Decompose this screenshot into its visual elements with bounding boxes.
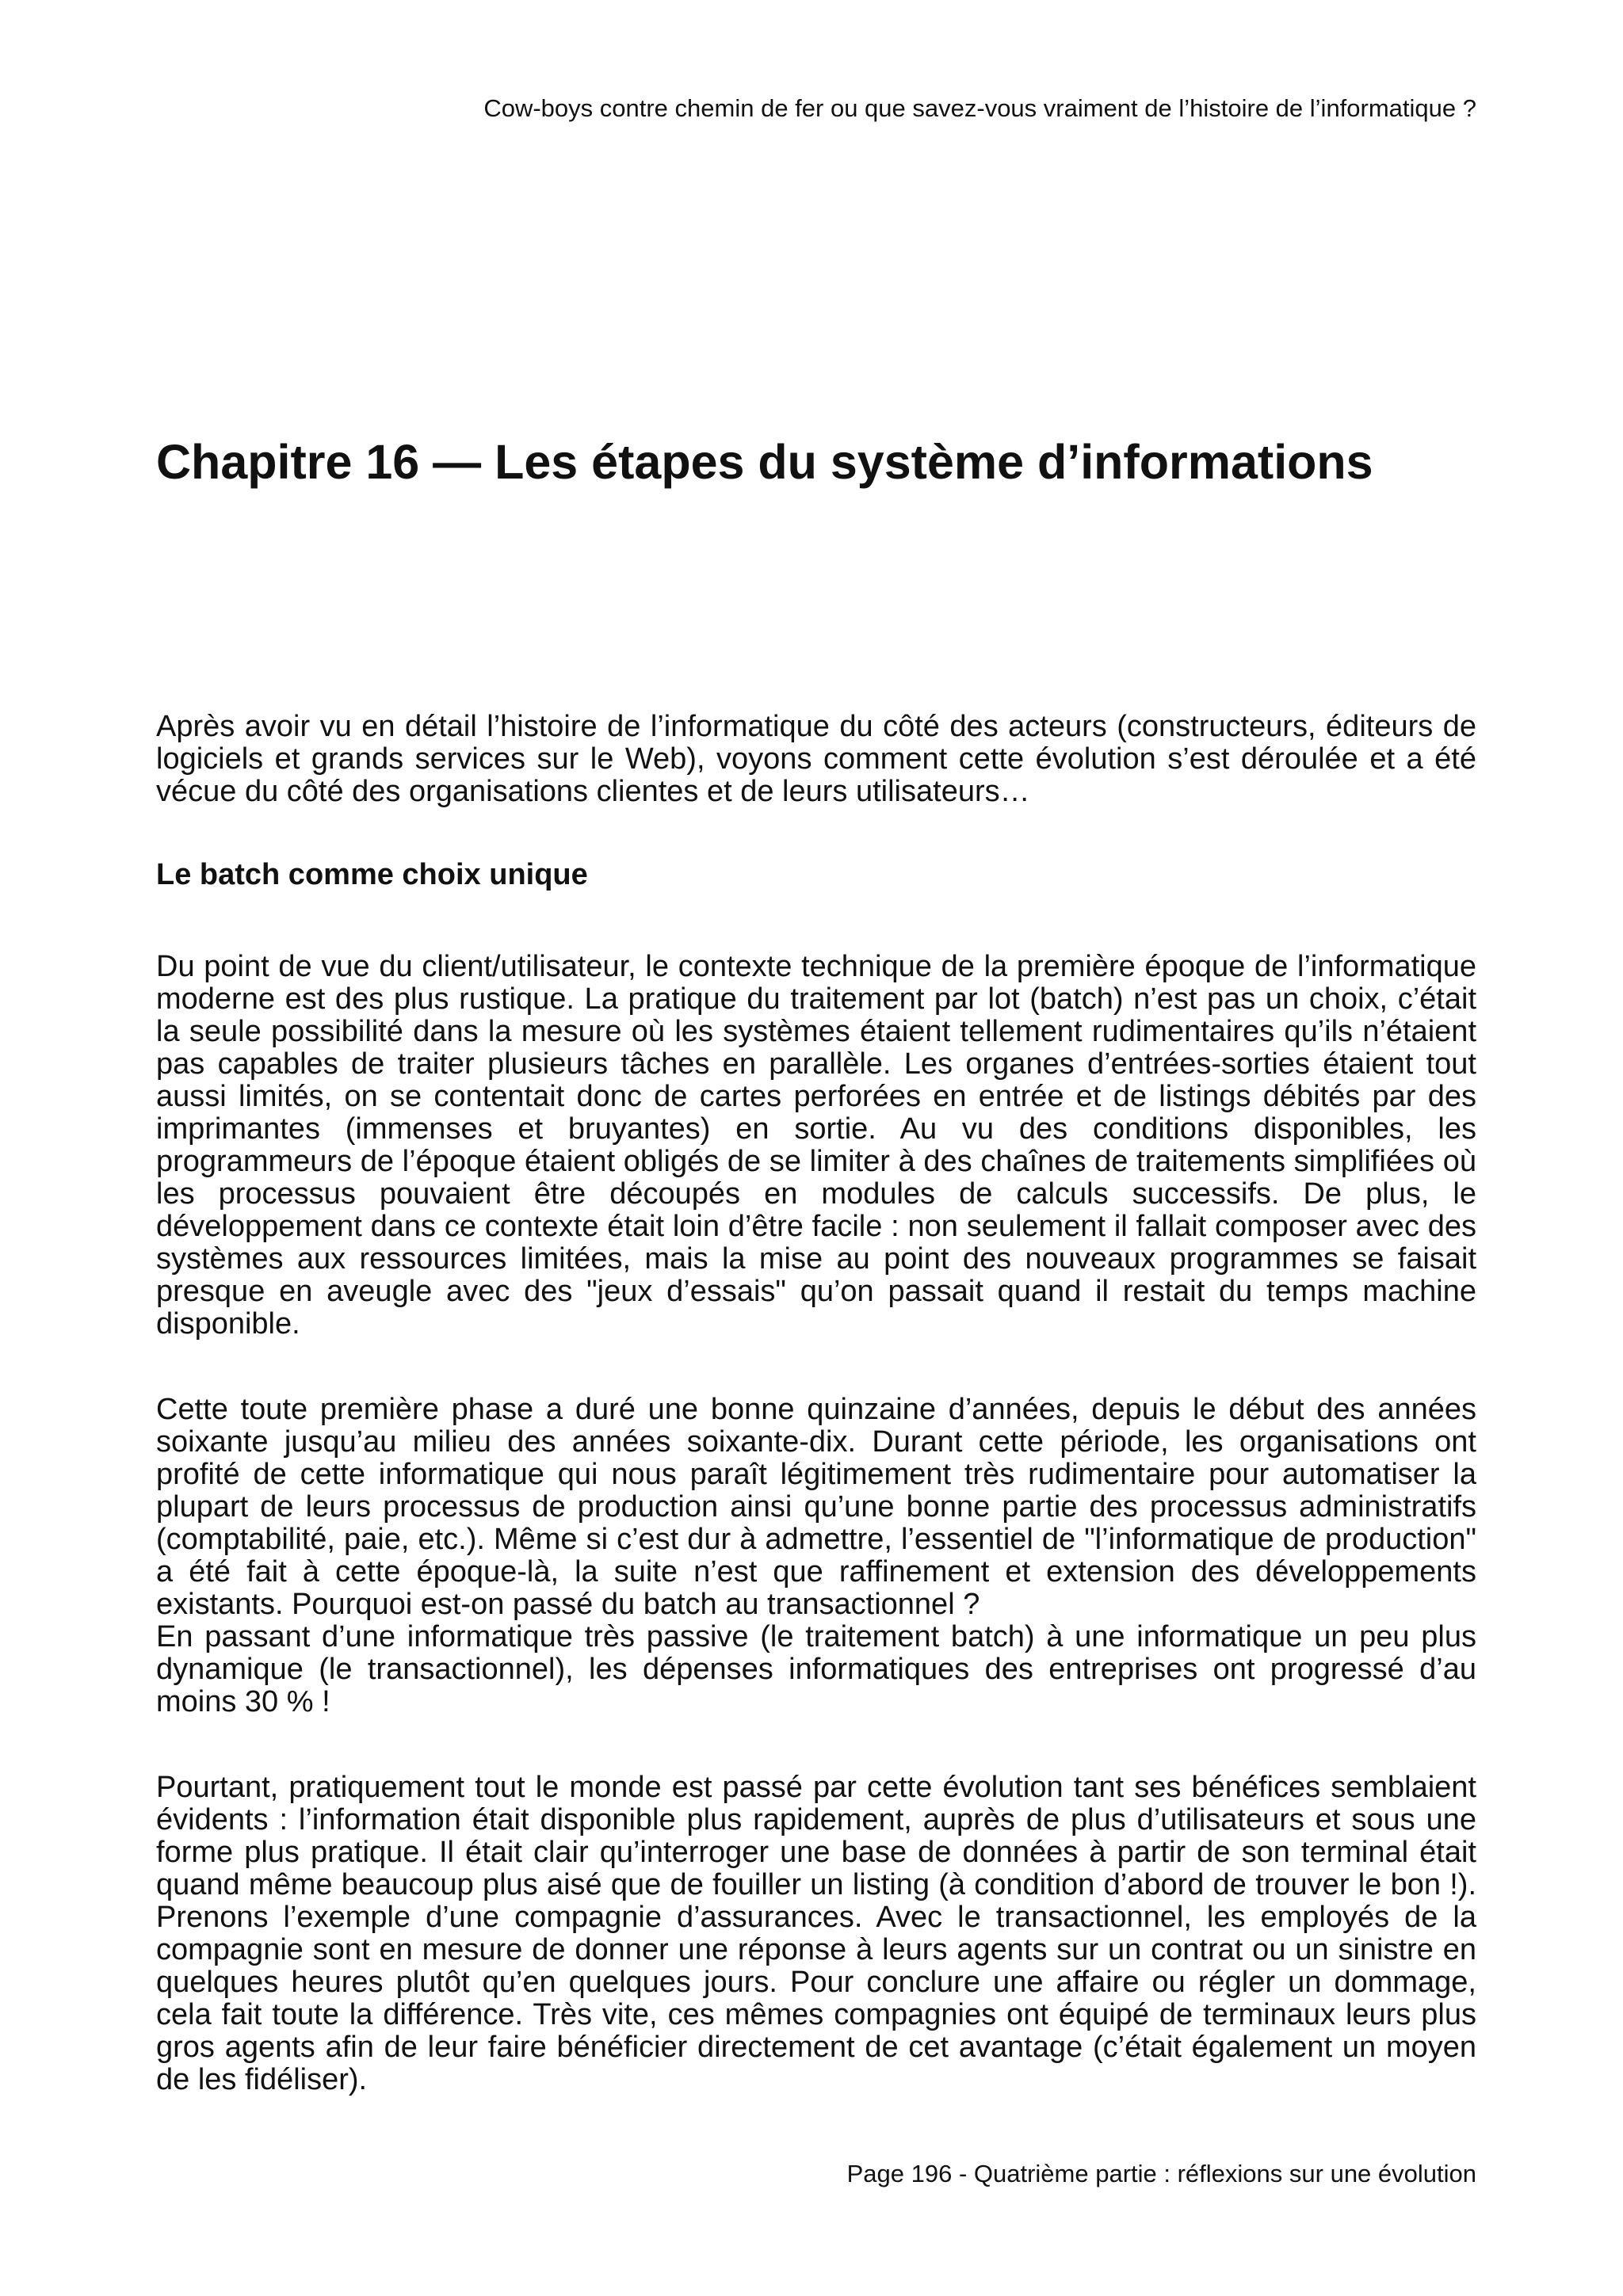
intro-paragraph: Après avoir vu en détail l’histoire de l’informatique du côté des acteurs (constructeurs, éditeurs de logiciels et grands services sur le Web), voyons comment cette évolution s’est déroulée et a été vécue du côté des organisations clientes et de leurs utilisateurs… bbox=[156, 710, 1476, 808]
running-header: Cow-boys contre chemin de fer ou que savez-vous vraiment de l’histoire de l’informatique ? bbox=[483, 94, 1476, 122]
paragraph-first-phase: Cette toute première phase a duré une bonne quinzaine d’années, depuis le début des années soixante jusqu’au milieu des années soixante-dix. Durant cette période, les organisations ont profité de cette informatique qui nous paraît légitimement très rudimentaire pour automatiser la plupart de leurs processus de production ainsi qu’une bonne partie des processus administratifs (comptabilité, paie, etc.). Même si c’est dur à admettre, l’essentiel de "l’informatique de production" a été fait à cette époque-là, la suite n’est que raffinement et extension des développements existants. Pourquoi est-on passé du batch au transactionnel ? En passant d’une informatique très passive (le traitement batch) à une informatique un peu plus dynamique (le transactionnel), les dépenses informatiques des entreprises ont progressé d’au moins 30 % ! bbox=[156, 1393, 1476, 1718]
paragraph-transactional-benefits: Pourtant, pratiquement tout le monde est passé par cette évolution tant ses bénéfices semblaient évidents : l’information était disponible plus rapidement, auprès de plus d’utilisateurs et sous une forme plus pratique. Il était clair qu’interroger une base de données à partir de son terminal était quand même beaucoup plus aisé que de fouiller un listing (à condition d’abord de trouver le bon !). Prenons l’exemple d’une compagnie d’assurances. Avec le transactionnel, les employés de la compagnie sont en mesure de donner une réponse à leurs agents sur un contrat ou un sinistre en quelques heures plutôt qu’en quelques jours. Pour conclure une affaire ou régler un dommage, cela fait toute la différence. Très vite, ces mêmes compagnies ont équipé de terminaux leurs plus gros agents afin de leur faire bénéficier directement de cet avantage (c’était également un moyen de les fidéliser). bbox=[156, 1771, 1476, 2096]
running-footer: Page 196 - Quatrième partie : réflexions sur une évolution bbox=[846, 2160, 1476, 2187]
body-text bbox=[156, 711, 1476, 2096]
paragraph-batch-context: Du point de vue du client/utilisateur, le contexte technique de la première époque de l’informatique moderne est des plus rustique. La pratique du traitement par lot (batch) n’est pas un choix, c’était la seule possibilité dans la mesure où les systèmes étaient tellement rudimentaires qu’ils n’étaient pas capables de traiter plusieurs tâches en parallèle. Les organes d’entrées-sorties étaient tout aussi limités, on se contentait donc de cartes perforées en entrée et de listings débités par des imprimantes (immenses et bruyantes) en sortie. Au vu des conditions disponibles, les programmeurs de l’époque étaient obligés de se limiter à des chaînes de traitements simplifiées où les processus pouvaient être découpés en modules de calculs successifs. De plus, le développement dans ce contexte était loin d’être facile : non seulement il fallait composer avec des systèmes aux ressources limitées, mais la mise au point des nouveaux programmes se faisait presque en aveugle avec des "jeux d’essais" qu’on passait quand il restait du temps machine disponible. bbox=[156, 950, 1476, 1341]
chapter-title: Chapitre 16 — Les étapes du système d’informations bbox=[156, 435, 1373, 489]
section-heading: Le batch comme choix unique bbox=[156, 858, 588, 891]
